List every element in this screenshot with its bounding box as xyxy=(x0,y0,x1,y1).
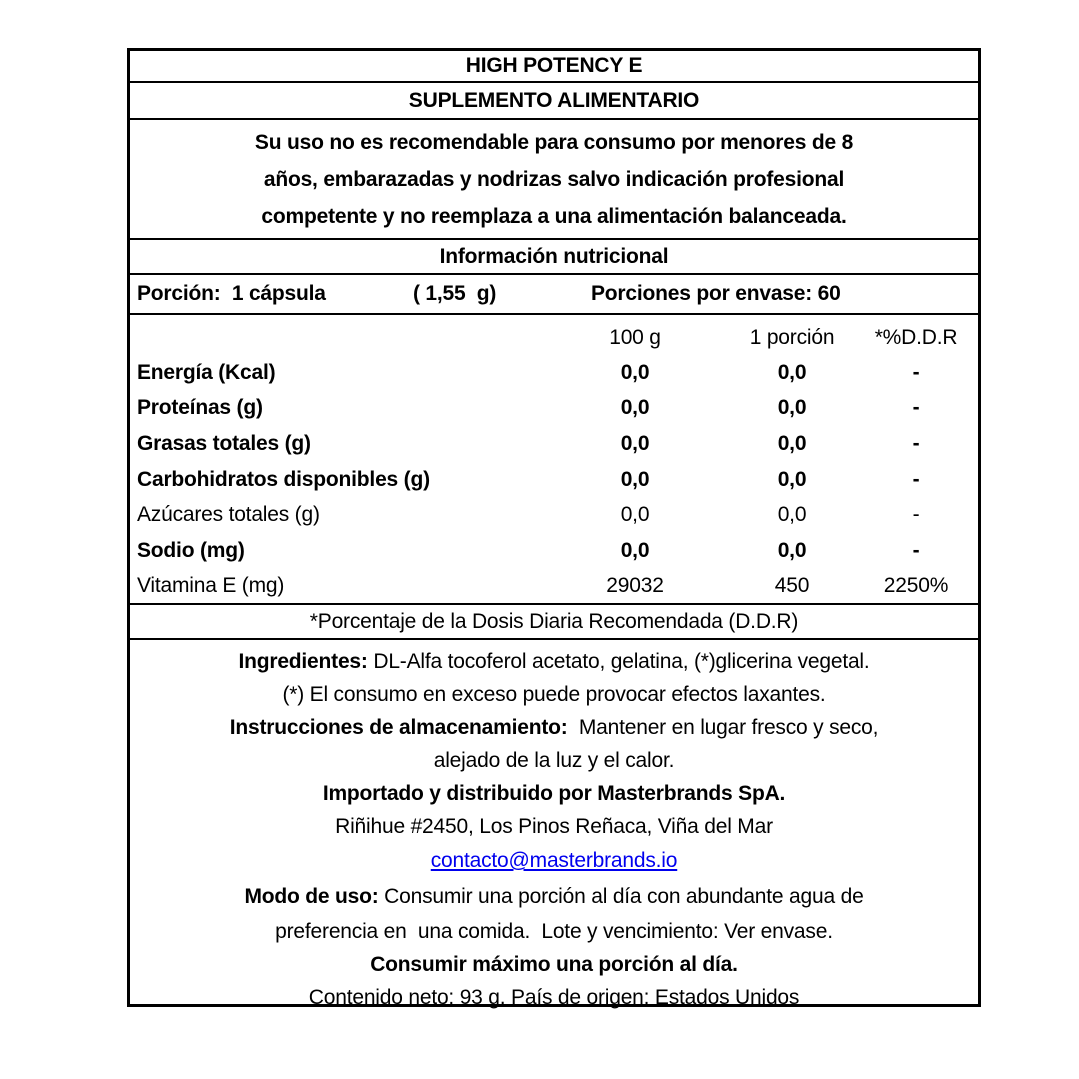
warning-block xyxy=(130,120,978,240)
max-dose-line: Consumir máximo una porción al día. xyxy=(370,953,738,976)
supplement-label xyxy=(127,48,981,1007)
nutrient-name: Vitamina E (mg) xyxy=(137,574,285,598)
warning-line: Su uso no es recomendable para consumo por menores de 8 xyxy=(254,130,854,154)
nutrition-table xyxy=(130,315,978,605)
value-portion: 0,0 xyxy=(777,538,807,562)
value-ddr: - xyxy=(912,467,920,491)
value-ddr: - xyxy=(912,538,920,562)
footnote-row xyxy=(130,605,978,640)
email-line xyxy=(130,843,978,879)
nutrient-name: Energía (Kcal) xyxy=(137,360,276,384)
storage-label: Instrucciones de almacenamiento: xyxy=(229,716,568,739)
nutrient-row-carbohidratos xyxy=(130,462,978,498)
value-100g: 0,0 xyxy=(620,431,650,455)
serving-size: Porción: 1 cápsula xyxy=(137,282,326,305)
value-100g: 29032 xyxy=(606,574,664,598)
contact-email-link[interactable]: contacto@masterbrands.io xyxy=(430,849,678,872)
usage-label: Modo de uso: xyxy=(244,885,379,908)
warning-line: años, embarazadas y nodrizas salvo indicación profesional xyxy=(263,167,845,191)
ingredients-text: DL-Alfa tocoferol acetato, gelatina, (*)glicerina vegetal. xyxy=(367,650,870,673)
section-title: Información nutricional xyxy=(439,244,669,268)
nutrient-row-proteinas xyxy=(130,391,978,427)
usage-line xyxy=(130,879,978,915)
serving-weight: ( 1,55 g) xyxy=(413,282,497,305)
label-subtitle: SUPLEMENTO ALIMENTARIO xyxy=(408,88,700,112)
nutrient-row-energia xyxy=(130,355,978,391)
laxative-note: (*) El consumo en exceso puede provocar efectos laxantes. xyxy=(282,683,826,706)
nutrient-row-grasas xyxy=(130,426,978,462)
usage-line2: preferencia en una comida. Lote y vencimiento: Ver envase. xyxy=(275,920,833,943)
value-portion: 0,0 xyxy=(777,396,807,420)
subtitle-row xyxy=(130,83,978,120)
value-100g: 0,0 xyxy=(620,503,650,527)
col-header-ddr: *%D.D.R xyxy=(874,326,958,349)
nutrient-row-vitamina-e xyxy=(130,569,978,605)
nutrient-row-sodio xyxy=(130,533,978,569)
title-row xyxy=(130,51,978,83)
storage-line2: alejado de la luz y el calor. xyxy=(433,749,675,772)
ingredients-label: Ingredientes: xyxy=(238,650,368,673)
value-100g: 0,0 xyxy=(620,467,650,491)
value-portion: 0,0 xyxy=(777,431,807,455)
value-100g: 0,0 xyxy=(620,360,650,384)
ingredients-line xyxy=(130,645,978,678)
net-content-line: Contenido neto: 93 g. País de origen: Estados Unidos xyxy=(308,986,800,1009)
serving-row xyxy=(130,275,978,315)
value-ddr: - xyxy=(912,360,920,384)
value-100g: 0,0 xyxy=(620,538,650,562)
value-portion: 0,0 xyxy=(777,467,807,491)
address-line: Riñihue #2450, Los Pinos Reñaca, Viña del Mar xyxy=(335,815,773,838)
value-ddr: - xyxy=(912,431,920,455)
servings-per-container: Porciones por envase: 60 xyxy=(591,282,841,305)
col-header-portion: 1 porción xyxy=(749,326,835,349)
value-ddr: - xyxy=(912,396,920,420)
value-100g: 0,0 xyxy=(620,396,650,420)
nutrient-name: Carbohidratos disponibles (g) xyxy=(137,467,430,491)
value-portion: 450 xyxy=(774,574,810,598)
section-title-row xyxy=(130,240,978,275)
nutrient-name: Proteínas (g) xyxy=(137,396,263,420)
nutrient-name: Sodio (mg) xyxy=(137,538,245,562)
col-header-100g: 100 g xyxy=(609,326,661,349)
value-ddr: - xyxy=(912,503,920,527)
ddr-footnote: *Porcentaje de la Dosis Diaria Recomendada (D.D.R) xyxy=(309,609,799,633)
value-portion: 0,0 xyxy=(777,360,807,384)
value-ddr: 2250% xyxy=(883,574,949,598)
nutrient-name: Azúcares totales (g) xyxy=(137,503,320,527)
nutrition-header xyxy=(130,321,978,355)
info-block xyxy=(130,640,978,1009)
storage-line xyxy=(130,711,978,744)
usage-text: Consumir una porción al día con abundante agua de xyxy=(378,885,864,908)
product-title: HIGH POTENCY E xyxy=(465,54,643,77)
storage-text: Mantener en lugar fresco y seco, xyxy=(567,716,879,739)
nutrient-row-azucares xyxy=(130,497,978,533)
nutrient-name: Grasas totales (g) xyxy=(137,431,311,455)
warning-line: competente y no reemplaza a una alimentación balanceada. xyxy=(261,204,847,228)
importer-line: Importado y distribuido por Masterbrands SpA. xyxy=(322,782,786,805)
value-portion: 0,0 xyxy=(777,503,807,527)
